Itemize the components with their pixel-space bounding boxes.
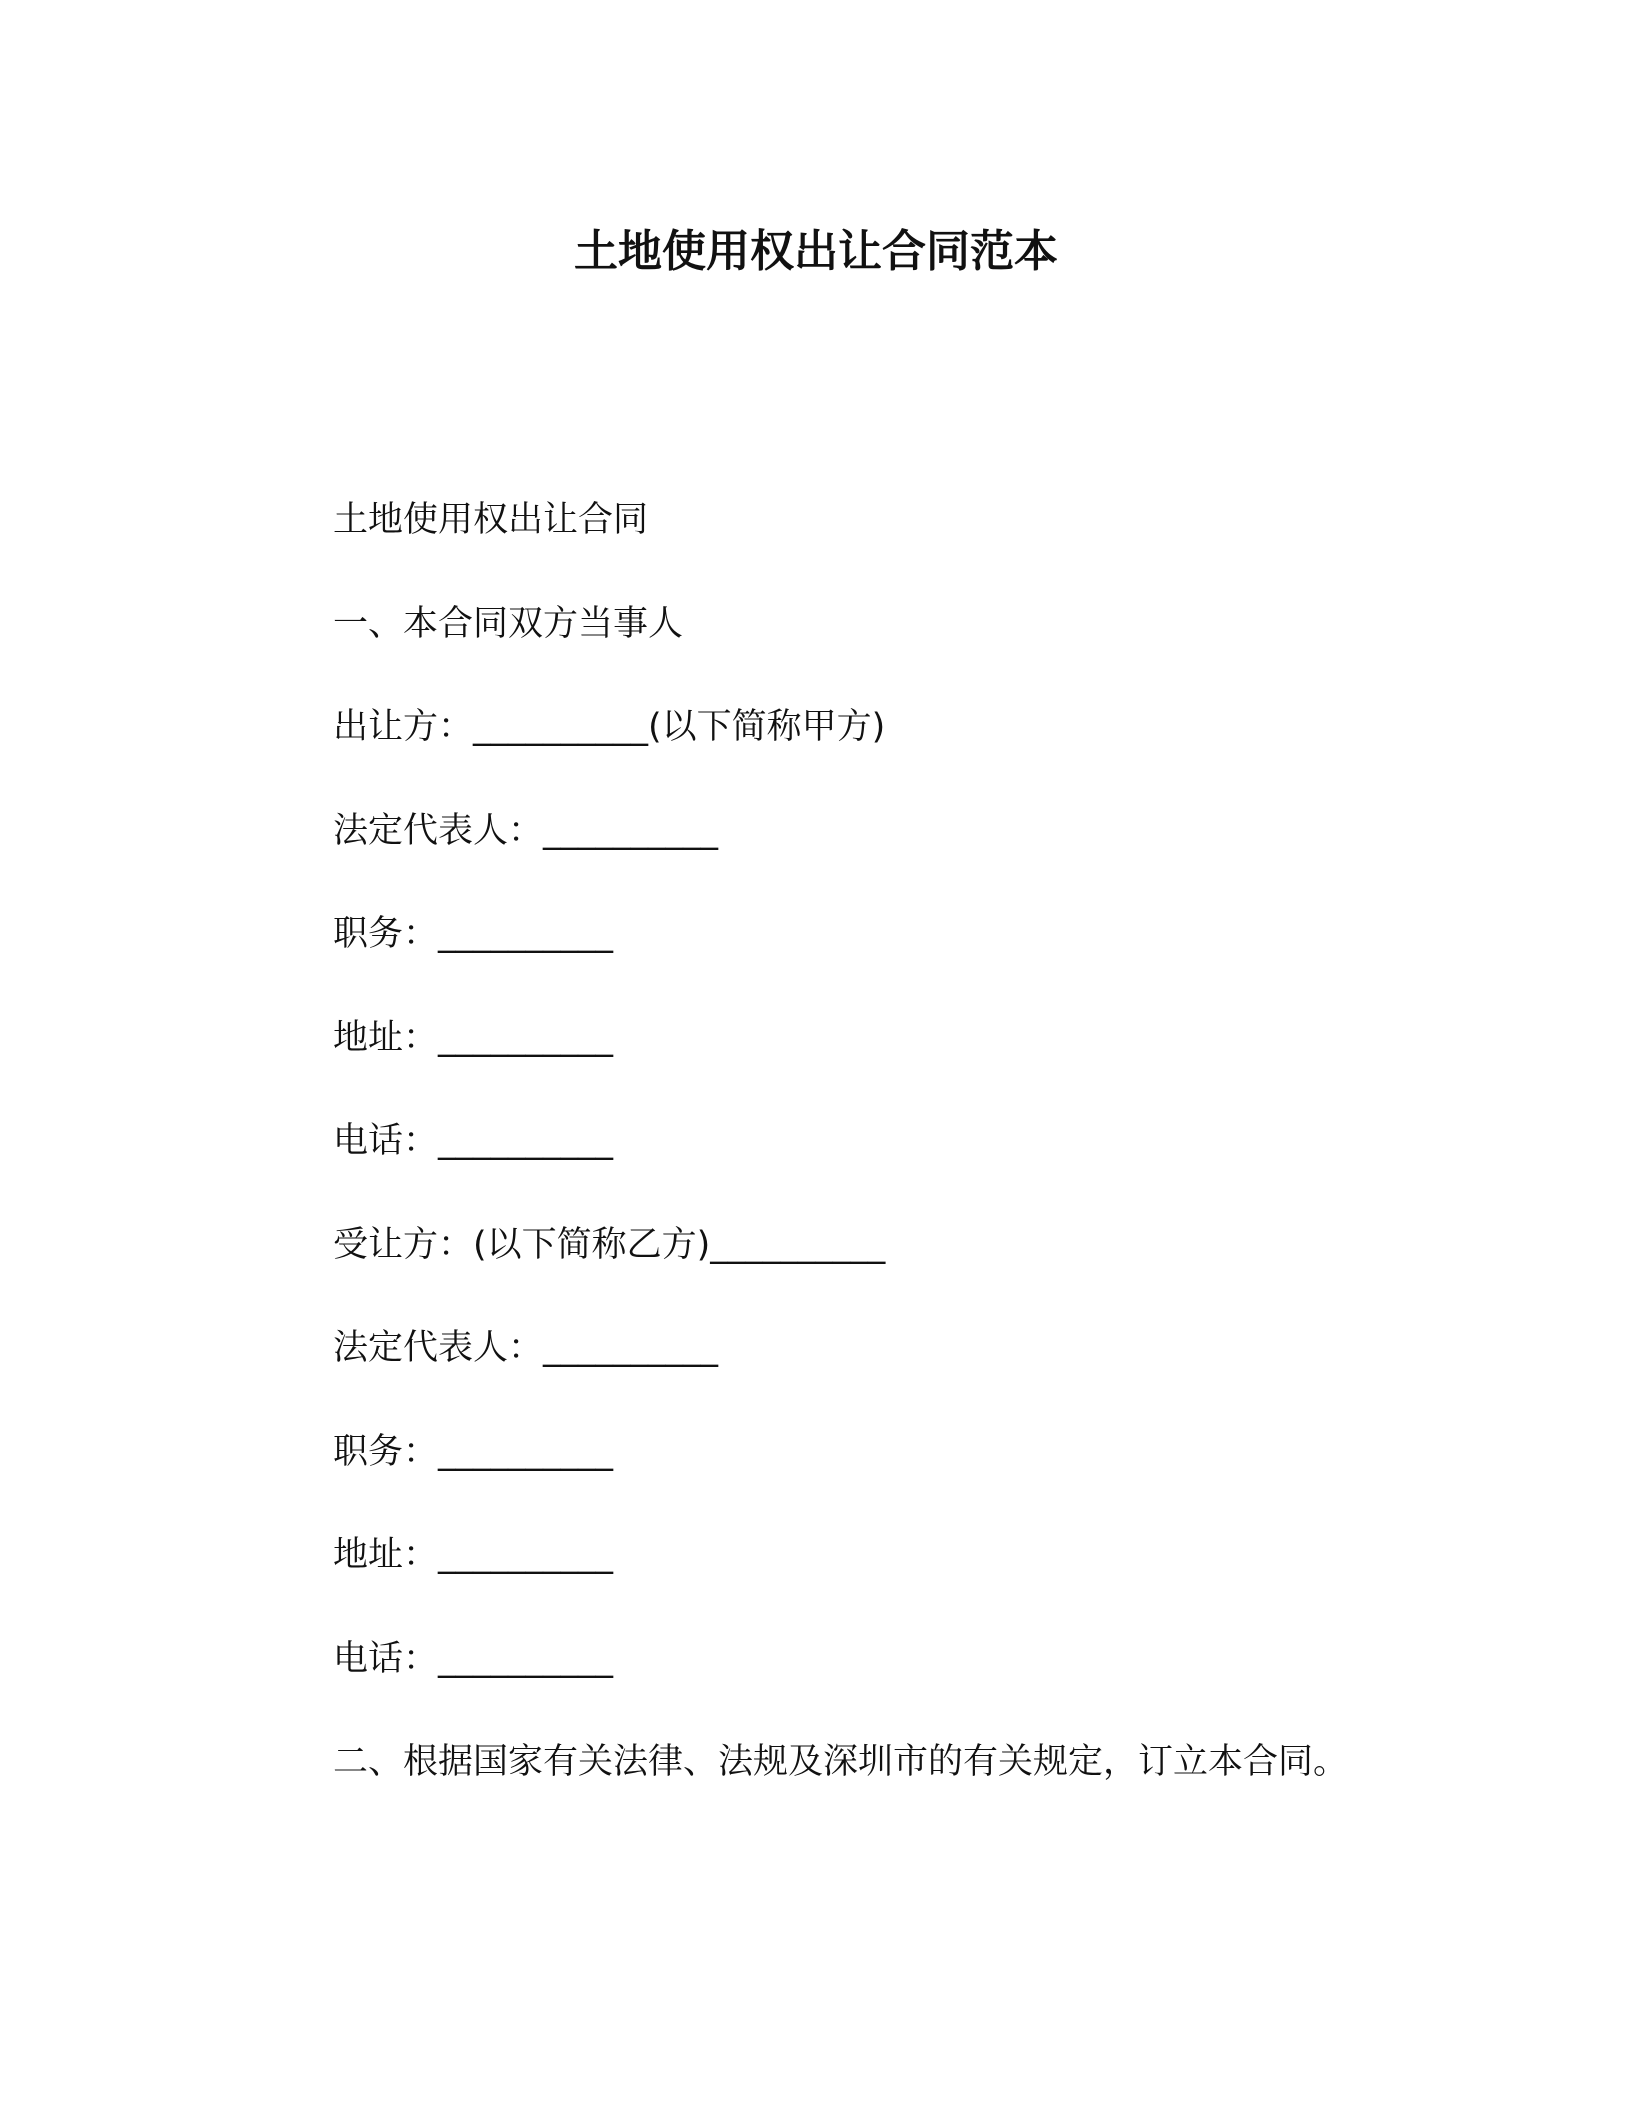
party-b-field: 受让方：(以下简称乙方)__________ bbox=[333, 1224, 886, 1265]
party-b-legal-representative-field: 法定代表人：__________ bbox=[333, 1328, 719, 1368]
contract-heading: 土地使用权出让合同 bbox=[333, 500, 649, 540]
party-a-address-field: 地址：__________ bbox=[333, 1017, 614, 1058]
party-a-legal-representative-field: 法定代表人：__________ bbox=[333, 810, 719, 851]
party-a-field: 出让方：__________(以下简称甲方) bbox=[333, 707, 886, 747]
party-b-position-field: 职务：__________ bbox=[333, 1431, 614, 1472]
party-b-address-field: 地址：__________ bbox=[333, 1535, 614, 1575]
document-title: 土地使用权出让合同范本 bbox=[574, 226, 1058, 277]
party-a-phone-field: 电话：__________ bbox=[333, 1121, 614, 1161]
section-1-heading: 一、本合同双方当事人 bbox=[333, 603, 684, 644]
party-b-phone-field: 电话：__________ bbox=[333, 1638, 614, 1679]
section-2-paragraph: 二、根据国家有关法律、法规及深圳市的有关规定，订立本合同。 bbox=[333, 1742, 1349, 1782]
document-body bbox=[333, 490, 1483, 1836]
party-a-position-field: 职务：__________ bbox=[333, 914, 614, 954]
